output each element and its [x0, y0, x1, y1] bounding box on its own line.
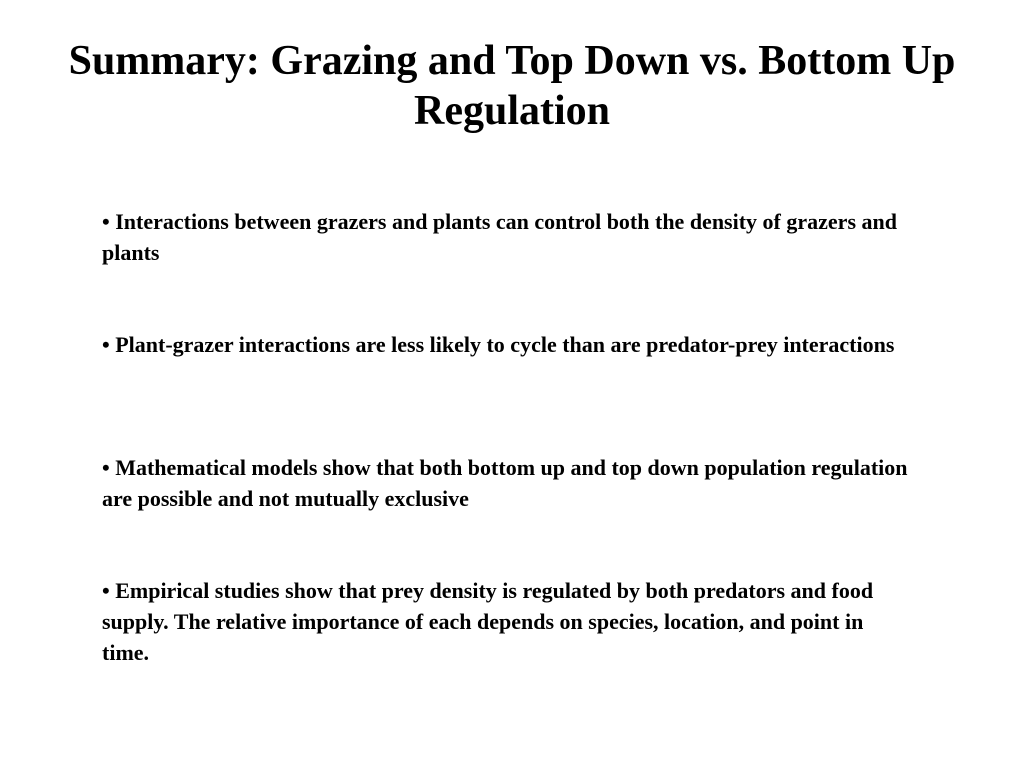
bullet-text: Mathematical models show that both bottom up and top down population regulation are possible and not mutually exclusive — [102, 455, 908, 511]
bullet-marker: • — [102, 332, 110, 357]
bullet-text: Interactions between grazers and plants can control both the density of grazers and plants — [102, 209, 897, 265]
bullet-text: Empirical studies show that prey density is regulated by both predators and food supply. The relative importance of each depends on species, location, and point in time. — [102, 578, 874, 665]
bullet-marker: • — [102, 209, 110, 234]
bullet-item — [102, 206, 912, 268]
bullet-text: Plant-grazer interactions are less likely to cycle than are predator-prey interactions — [115, 332, 895, 357]
bullet-item — [102, 452, 912, 514]
bullet-marker: • — [102, 578, 110, 603]
bullet-item — [102, 575, 912, 668]
bullet-item — [102, 329, 912, 360]
slide-title: Summary: Grazing and Top Down vs. Bottom Up Regulation — [68, 38, 956, 134]
bullet-marker: • — [102, 455, 110, 480]
